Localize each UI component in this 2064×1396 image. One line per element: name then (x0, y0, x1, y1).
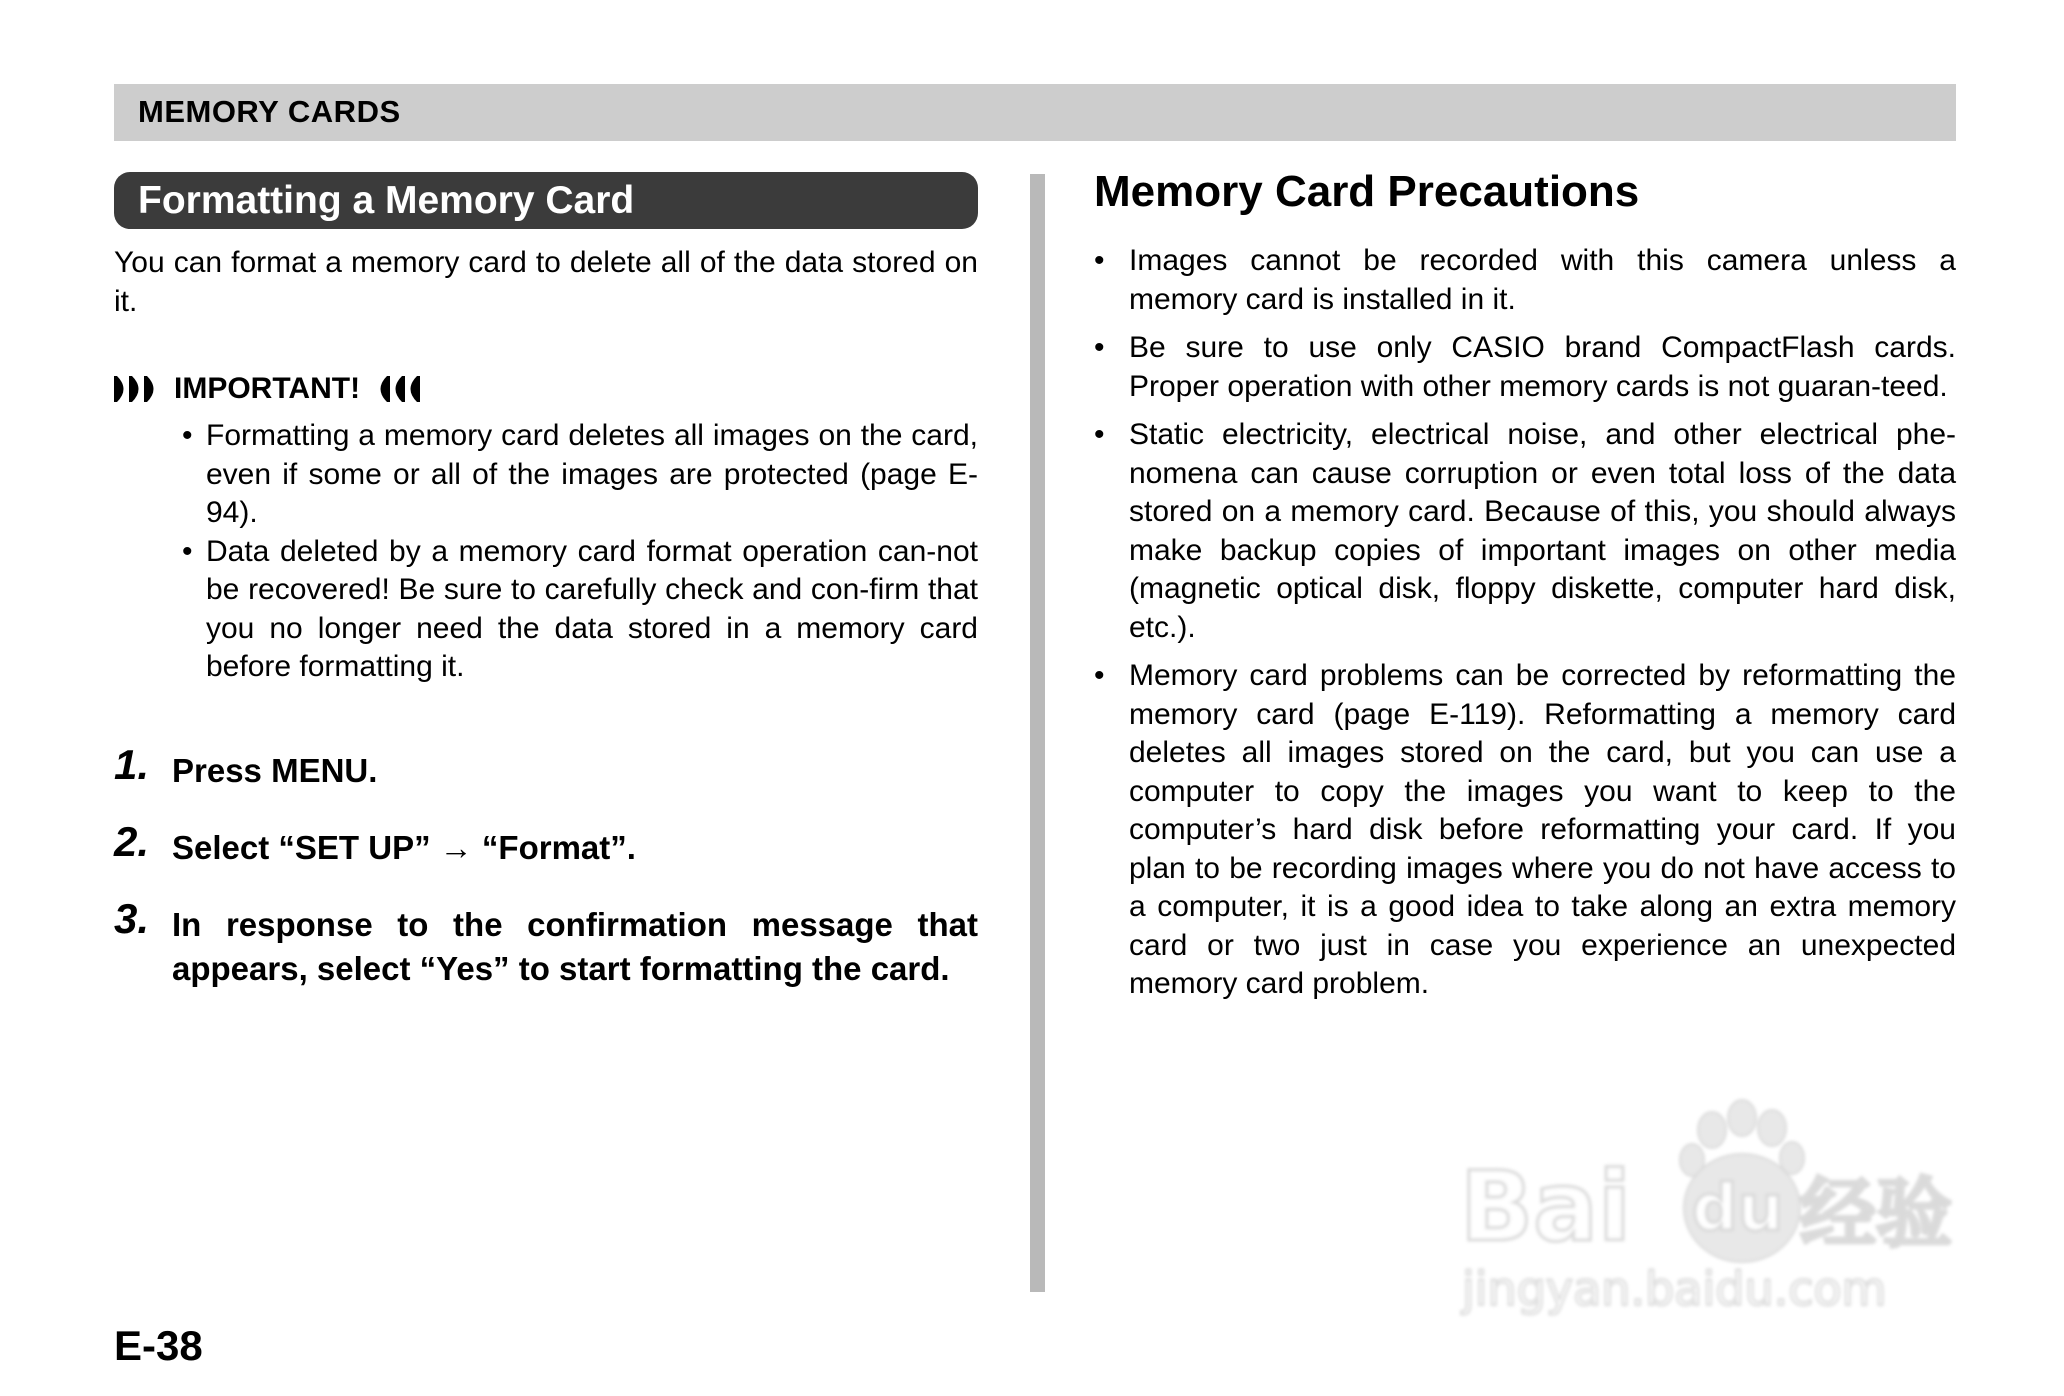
bullet: • (1094, 331, 1105, 364)
step-list (114, 740, 978, 991)
step-text: In response to the confirmation message that appears, select “Yes” to start formatting the card. (172, 905, 978, 987)
bullet: • (182, 419, 193, 452)
bullet: • (182, 534, 193, 568)
important-list (114, 417, 978, 687)
column-divider (1030, 174, 1045, 1292)
step-number: 2. (114, 817, 150, 865)
page-number: E-38 (114, 1322, 203, 1369)
baidu-watermark-logo (1460, 1090, 1960, 1330)
important-item (114, 533, 978, 687)
precaution-text: Static electricity, electrical noise, and other electrical phe-nomena can cause corruption or even total loss of the data stored on a memory card. Because of this, you should always make backup copies of important images on other media (magnetic optical disk, floppy diskette, computer hard disk, etc.). (1129, 418, 1956, 644)
svg-text:du: du (1692, 1172, 1784, 1246)
important-item-text: Data deleted by a memory card format operation can-not be recovered! Be sure to carefully check and con-firm that you no longer need the data stored in a memory card before formatting it. (206, 534, 978, 683)
step-text: Select “SET UP” → “Format”. (172, 828, 636, 866)
precaution-item (1094, 329, 1956, 406)
precaution-item (1094, 416, 1956, 647)
precaution-text: Memory card problems can be corrected by reformatting the memory card (page E-119). Reformatting a memory card deletes all images stored on the card, but you can use a computer to copy the images you want to keep to the computer’s hard disk before reformatting your card. If you plan to be recording images where you do not have access to a computer, it is a good idea to take along an extra memory card or two just in case you experience an unexpected memory card problem. (1129, 659, 1956, 1000)
baidu-paw-logo-icon (1460, 1090, 1960, 1330)
svg-text:jingyan.baidu.com: jingyan.baidu.com (1462, 1262, 1887, 1316)
step-text: Press MENU. (172, 751, 378, 789)
bullet: • (1094, 418, 1105, 451)
step-number: 3. (114, 894, 150, 942)
triple-arrow-left-icon (372, 376, 420, 402)
formatting-intro: You can format a memory card to delete all of the data stored on it. (114, 246, 978, 318)
step-item (114, 817, 978, 870)
important-label: IMPORTANT! (174, 372, 361, 405)
step-number: 1. (114, 740, 150, 788)
svg-text:Bai: Bai (1460, 1151, 1631, 1263)
important-heading (114, 369, 978, 409)
step-item (114, 894, 978, 991)
header-title: MEMORY CARDS (138, 94, 401, 129)
bullet: • (1094, 659, 1105, 692)
right-column (1094, 164, 1956, 1014)
header-bar (114, 84, 1956, 141)
step-item (114, 740, 978, 793)
precaution-text: Be sure to use only CASIO brand CompactFlash cards. Proper operation with other memory cards is not guaran-teed. (1129, 331, 1956, 403)
svg-text:经验: 经验 (1800, 1169, 1952, 1258)
precaution-item (1094, 657, 1956, 1004)
formatting-section-title: Formatting a Memory Card (114, 172, 978, 229)
triple-arrow-right-icon (114, 376, 162, 402)
precaution-item (1094, 242, 1956, 319)
left-column (114, 172, 978, 1024)
important-item (114, 417, 978, 533)
bullet: • (1094, 244, 1105, 277)
important-item-text: Formatting a memory card deletes all images on the card, even if some or all of the images are protected (page E-94). (206, 419, 978, 529)
precautions-list (1094, 242, 1956, 1004)
precaution-text: Images cannot be recorded with this camera unless a memory card is installed in it. (1129, 244, 1956, 316)
precautions-title: Memory Card Precautions (1094, 167, 1640, 216)
